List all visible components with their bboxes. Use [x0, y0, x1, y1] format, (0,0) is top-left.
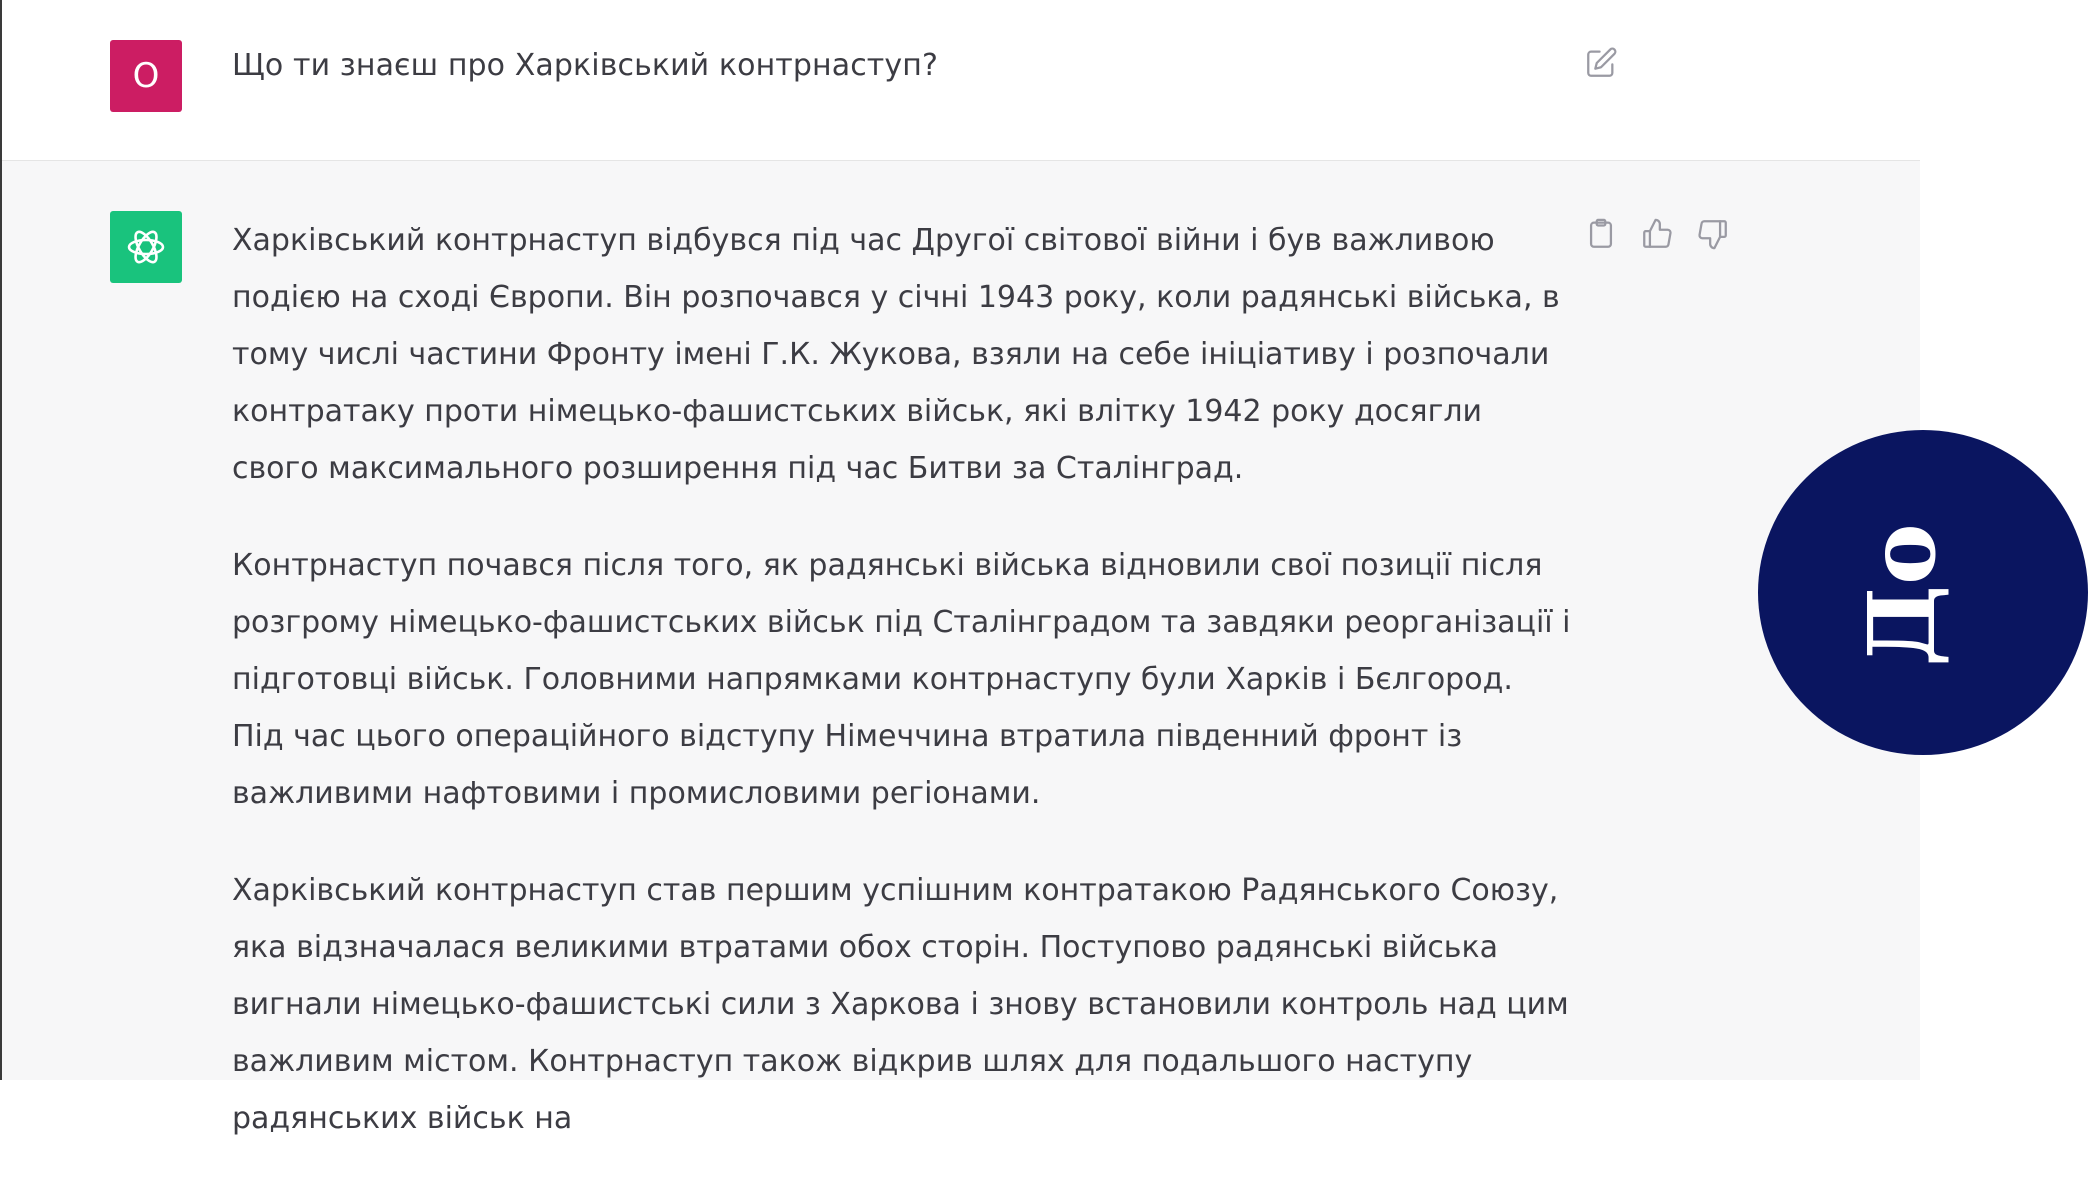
answer-paragraph: Контрнаступ почався після того, як радянські війська відновили свої позиції після розгрому німецько-фашистських військ під Сталінградом та завдяки реорганізації і підготовці військ. Головними напрямками контрнаступу були Харків і Бєлгород. Під час цього операційного відступу Німеччина втратила південний фронт із важливими нафтовими і промисловими регіонами.	[232, 548, 1571, 811]
clipboard-icon[interactable]	[1584, 217, 1618, 251]
user-message-text: Що ти знаєш про Харківський контрнаступ?	[232, 48, 938, 83]
overlay-badge-label: До	[1848, 523, 1956, 667]
window-border	[0, 0, 2, 1080]
message-actions	[1584, 217, 1730, 251]
thumbs-up-icon[interactable]	[1640, 217, 1674, 251]
user-avatar	[110, 40, 182, 112]
answer-paragraph: Харківський контрнаступ став першим успішним контратакою Радянського Союзу, яка відзначалася великими втратами обох сторін. Поступово радянські війська вигнали німецько-фашистські сили з Харкова і знову встановили контроль над цим важливим містом. Контрнаступ також відкрив шлях для подальшого наступу радянських військ на	[232, 873, 1569, 1136]
assistant-message-row	[0, 161, 1920, 1136]
user-avatar-initial: O	[132, 56, 160, 96]
openai-logo-icon	[110, 211, 182, 283]
assistant-answer	[232, 212, 1572, 1187]
thumbs-down-icon[interactable]	[1696, 217, 1730, 251]
edit-icon[interactable]	[1584, 46, 1618, 80]
answer-paragraph: Харківський контрнаступ відбувся під час Другої світової війни і був важливою подією на сході Європи. Він розпочався у січні 1943 року, коли радянські війська, в тому числі частини Фронту імені Г.К. Жукова, взяли на себе ініціативу і розпочали контратаку проти німецько-фашистських військ, які влітку 1942 року досягли свого максимального розширення під час Битви за Сталінград.	[232, 223, 1560, 486]
user-message-row	[0, 0, 1920, 161]
